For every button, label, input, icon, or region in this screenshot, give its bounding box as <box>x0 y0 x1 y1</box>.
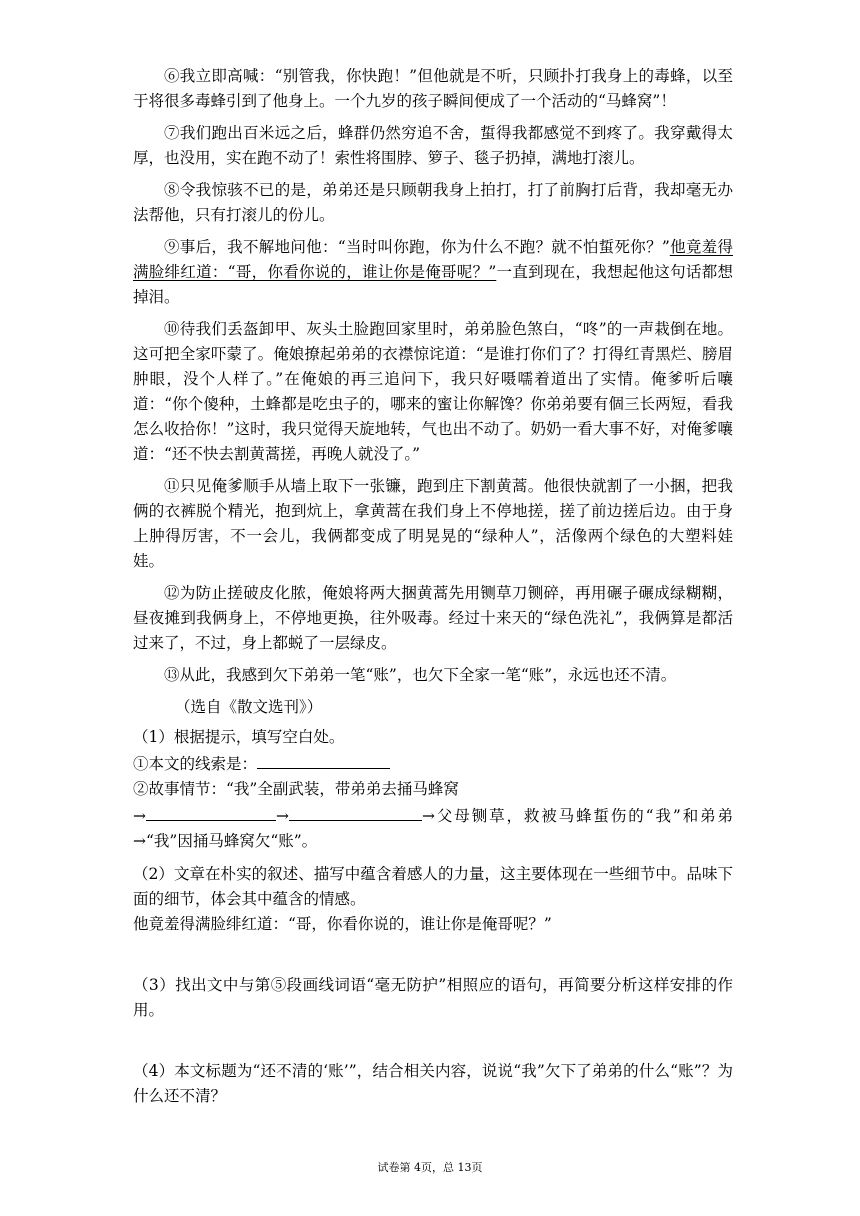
paragraph-7: ⑦我们跑出百米远之后，蜂群仍然穷追不舍，蜇得我都感觉不到疼了。我穿戴得太厚，也没用，实在跑不动了！索性将围脖、箩子、毯子扔掉，满地打滚儿。 <box>133 124 733 167</box>
arrow-icon: → <box>276 807 289 825</box>
source-note: （选自《散文选刊》） <box>175 698 323 716</box>
question-1-plot-chain <box>133 802 733 854</box>
question-3: （3）找出文中与第⑤段画线词语“毫无防护”相照应的语句，再简要分析这样安排的作用。 <box>133 976 733 1019</box>
answer-space[interactable] <box>133 1023 733 1059</box>
plot-blank-2[interactable] <box>289 802 422 821</box>
question-4: （4）本文标题为“还不清的‘账’”，结合相关内容，说说“我”欠下了弟弟的什么“账”？为什么还不清？ <box>133 1062 733 1105</box>
paragraph-6: ⑥我立即高喊：“别管我，你快跑！”但他就是不听，只顾扑打我身上的毒蜂，以至于将很多毒蜂引到了他身上。一个九岁的孩子瞬间便成了一个活动的“马蜂窝”！ <box>133 67 733 110</box>
plot-chain-ending: →父母铡草，救被马蜂蜇伤的“我”和弟弟→“我”因捅马蜂窝欠“账”。 <box>133 807 733 850</box>
paragraph-13: ⑬从此，我感到欠下弟弟一笔“账”，也欠下全家一笔“账”，永远也还不清。 <box>164 666 677 684</box>
paragraph-12: ⑫为防止搓破皮化脓，俺娘将两大捆黄蒿先用铡草刀铡碎，再用碾子碾成绿糊糊，昼夜摊到我俩身上，不停地更换，往外吸毒。经过十来天的“绿色洗礼”，我俩算是都活过来了，不过，身上都蜕了一层绿皮。 <box>133 584 733 652</box>
answer-space[interactable] <box>133 937 733 973</box>
spacer <box>133 854 733 862</box>
question-2: （2）文章在朴实的叙述、描写中蕴含着感人的力量，这主要体现在一些细节中。品味下面的细节，体会其中蕴含的情感。 <box>133 865 733 908</box>
page-footer: 试卷第 4页，总 13页 <box>377 1161 483 1174</box>
clue-answer-blank[interactable] <box>257 750 390 769</box>
question-1-item-2: ②故事情节：“我”全副武装，带弟弟去捅马蜂窝 <box>133 780 459 798</box>
question-2-quote: 他竟羞得满脸绯红道：“哥，你看你说的，谁让你是俺哥呢？” <box>133 915 552 933</box>
paragraph-9-ending: 一直到现在，我想起他这句话都想掉泪。 <box>133 263 733 306</box>
paragraph-9 <box>133 235 733 310</box>
arrow-icon: → <box>133 807 146 825</box>
paragraph-11: ⑪只见俺爹顺手从墙上取下一张镰，跑到庄下割黄蒿。他很快就割了一小捆，把我俩的衣裤脱个精光，抱到炕上，拿黄蒿在我们身上不停地搓，搓了前边搓后边。由于身上肿得厉害，不一会儿，我俩都变成了明晃晃的“绿种人”，活像两个绿色的大塑料娃娃。 <box>133 477 733 570</box>
paragraph-10: ⑩待我们丢盔卸甲、灰头土脸跑回家里时，弟弟脸色煞白，“咚”的一声栽倒在地。这可把全家吓蒙了。俺娘撩起弟弟的衣襟惊诧道：“是谁打你们了？打得红青黑烂、膀眉肿眼，没个人样了。”在俺娘的再三追问下，我只好嗫嚅着道出了实情。俺爹听后嚷道：“你个傻种，土蜂都是吃虫子的，哪来的蜜让你解馋？你弟弟要有個三长两短，看我怎么收拾你！”这时，我只觉得天旋地转，气也出不动了。奶奶一看大事不好，对俺爹嚷道：“还不快去割黄蒿搓，再晚人就没了。” <box>133 320 733 463</box>
question-1-item-1 <box>133 750 733 777</box>
underlined-sentence: 他竟羞得满脸绯红道：“哥，你看你说的，谁让你是俺哥呢？” <box>133 238 733 281</box>
paragraph-8: ⑧令我惊骇不已的是，弟弟还是只顾朝我身上拍打，打了前胸打后背，我却毫无办法帮他，只有打滚儿的份儿。 <box>133 181 733 224</box>
page-content <box>133 64 733 1109</box>
clue-label: ①本文的线索是： <box>133 755 258 773</box>
question-1-intro: （1）根据提示，填写空白处。 <box>133 728 345 746</box>
paragraph-9-text: ⑨事后，我不解地问他：“当时叫你跑，你为什么不跑？就不怕蜇死你？” <box>164 238 670 256</box>
plot-blank-1[interactable] <box>146 802 276 821</box>
